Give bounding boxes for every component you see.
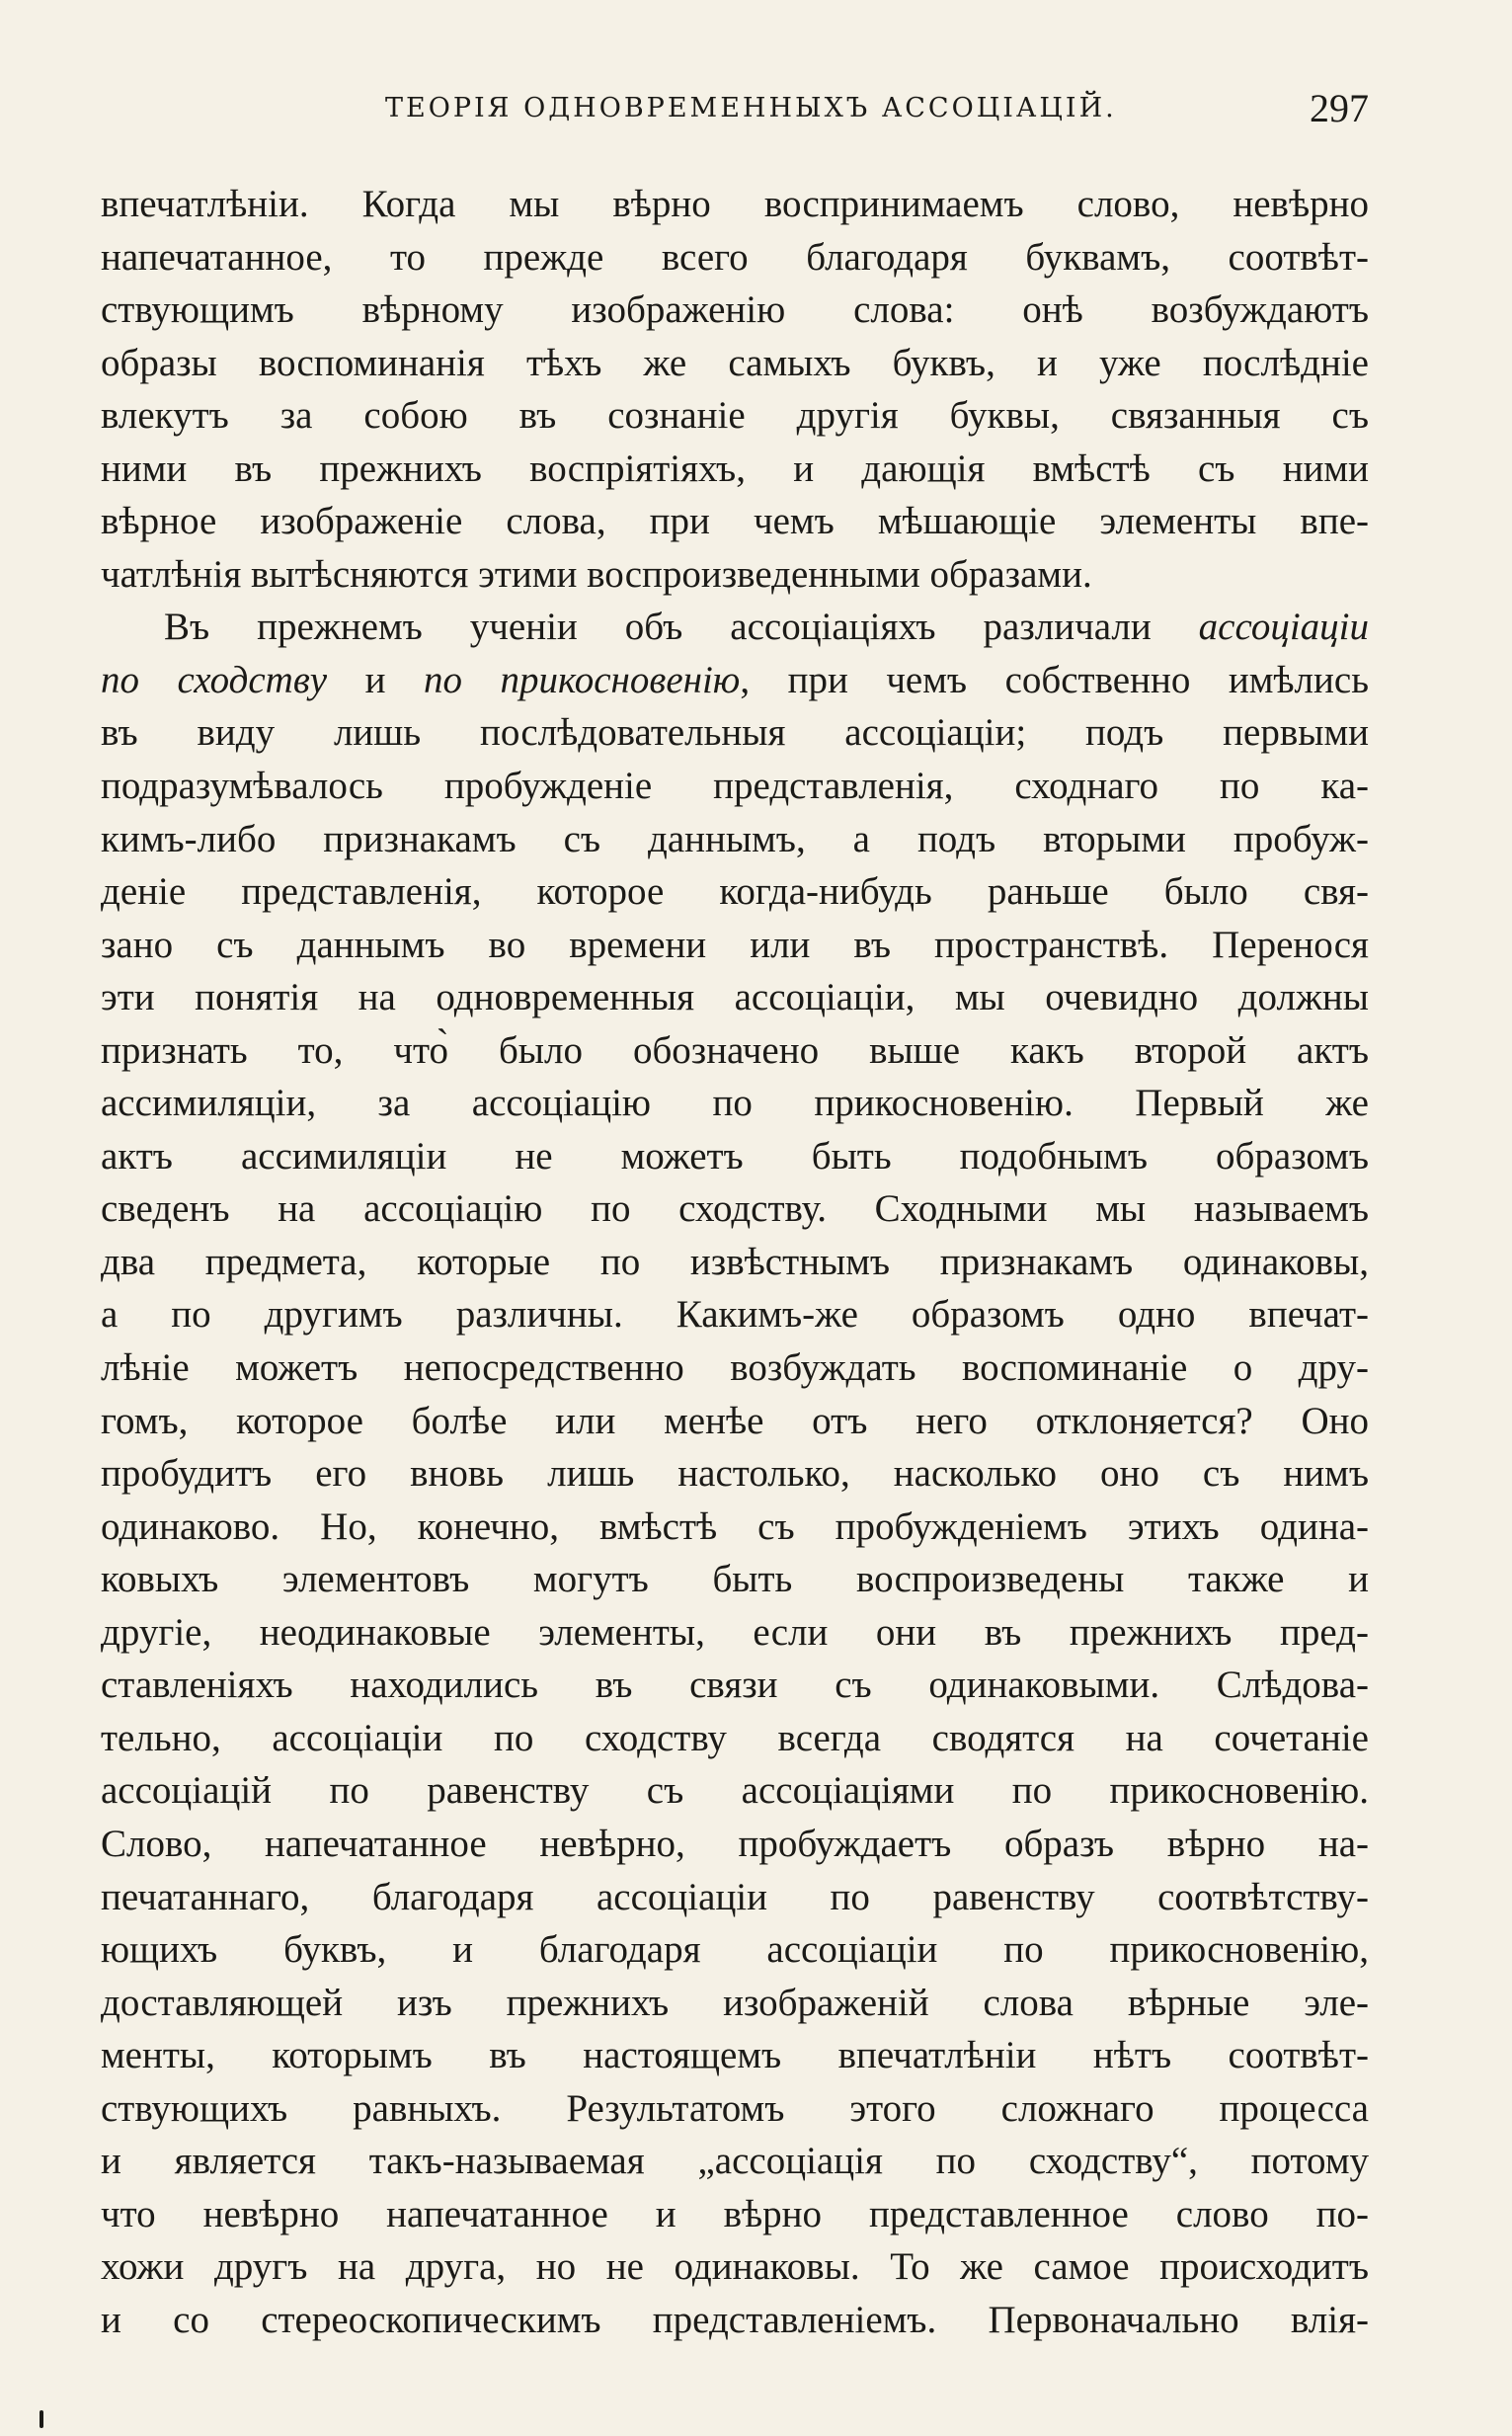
text-line: влекутъ за собою въ сознаніе другія буквы, связанныя съ: [101, 394, 1369, 438]
running-head: [99, 85, 1369, 134]
text-line: эти понятія на одновременныя ассоціаціи, мы очевидно должны: [101, 976, 1369, 1019]
text-line: въ виду лишь послѣдовательныя ассоціаціи; подъ первыми: [101, 711, 1369, 755]
text-line: подразумѣвалось пробужденіе представленія, сходнаго по ка-: [101, 765, 1369, 808]
text-line: сведенъ на ассоціацію по сходству. Сходными мы называемъ: [101, 1187, 1369, 1231]
text-line: одинаково. Но, конечно, вмѣстѣ съ пробужденіемъ этихъ одина-: [101, 1504, 1369, 1548]
text-run: и: [327, 658, 424, 701]
italic-term: ассоціаціи: [1198, 606, 1369, 649]
text-line: [101, 654, 1369, 707]
body-text: [101, 178, 1369, 2346]
text-line: хожи другъ на друга, но не одинаковы. То же самое происходитъ: [101, 2245, 1369, 2289]
text-line: вѣрное изображеніе слова, при чемъ мѣшающіе элементы впе-: [101, 500, 1369, 543]
text-line: ассоціацій по равенству съ ассоціаціями по прикосновенію.: [101, 1769, 1369, 1813]
text-line: ними въ прежнихъ воспріятіяхъ, и дающія вмѣстѣ съ ними: [101, 447, 1369, 490]
text-line: лѣніе можетъ непосредственно возбуждать воспоминаніе о дру-: [101, 1346, 1369, 1390]
text-line: впечатлѣніи. Когда мы вѣрно воспринимаемъ слово, невѣрно: [101, 183, 1369, 225]
text-line: признать то, что̀ было обозначено выше какъ второй актъ: [101, 1028, 1369, 1072]
text-line: кимъ-либо признакамъ съ даннымъ, а подъ вторыми пробуж-: [101, 817, 1369, 860]
text-line: деніе представленія, которое когда-нибудь раньше было свя-: [101, 870, 1369, 914]
text-line: два предмета, которые по извѣстнымъ признакамъ одинаковы,: [101, 1240, 1369, 1283]
text-line: [101, 601, 1369, 654]
text-line: менты, которымъ въ настоящемъ впечатлѣніи нѣтъ соотвѣт-: [101, 2034, 1369, 2077]
text-line: Слово, напечатанное невѣрно, пробуждаетъ образъ вѣрно на-: [101, 1822, 1369, 1865]
paragraph-2: [101, 601, 1369, 2346]
text-line: тельно, ассоціаціи по сходству всегда сводятся на сочетаніе: [101, 1716, 1369, 1759]
text-line: ставленіяхъ находились въ связи съ одинаковыми. Слѣдова-: [101, 1664, 1369, 1707]
text-line: ковыхъ элементовъ могутъ быть воспроизведены также и: [101, 1558, 1369, 1601]
text-line: ассимиляціи, за ассоціацію по прикосновенію. Первый же: [101, 1082, 1369, 1125]
text-line: и со стереоскопическимъ представленіемъ. Первоначально влія-: [101, 2298, 1369, 2341]
text-line: пробудитъ его вновь лишь настолько, насколько оно съ нимъ: [101, 1452, 1369, 1496]
text-line: напечатанное, то прежде всего благодаря буквамъ, соотвѣт-: [101, 235, 1369, 279]
italic-term: по прикосновенію: [423, 658, 741, 701]
text-line: актъ ассимиляціи не можетъ быть подобнымъ образомъ: [101, 1134, 1369, 1177]
text-line: чатлѣнія вытѣсняются этими воспроизведенными образами.: [101, 552, 1092, 596]
text-run: Въ прежнемъ ученіи объ ассоціаціяхъ различали: [164, 606, 1199, 649]
text-line: доставляющей изъ прежнихъ изображеній слова вѣрные эле-: [101, 1981, 1369, 2024]
margin-mark: [40, 2410, 43, 2428]
page-number: 297: [1310, 86, 1369, 130]
italic-term: по сходству: [101, 658, 328, 701]
text-line: другіе, неодинаковые элементы, если они въ прежнихъ пред-: [101, 1610, 1369, 1654]
text-run: , при чемъ собственно имѣлись: [740, 658, 1369, 701]
text-line: ющихъ буквъ, и благодаря ассоціаціи по прикосновенію,: [101, 1928, 1369, 1972]
text-line: ствующимъ вѣрному изображенію слова: онѣ возбуждаютъ: [101, 288, 1369, 332]
text-line: ствующихъ равныхъ. Результатомъ этого сложнаго процесса: [101, 2086, 1369, 2130]
running-head-title: ТЕОРІЯ ОДНОВРЕМЕННЫХЪ АССОЦІАЦІЙ.: [385, 93, 1117, 123]
text-line: гомъ, которое болѣе или менѣе отъ него отклоняется? Оно: [101, 1399, 1369, 1442]
text-line: а по другимъ различны. Какимъ-же образомъ одно впечат-: [101, 1293, 1369, 1337]
text-line: что невѣрно напечатанное и вѣрно представленное слово по-: [101, 2192, 1369, 2235]
text-line: зано съ даннымъ во времени или въ пространствѣ. Перенося: [101, 923, 1369, 966]
text-line: и является такъ-называемая „ассоціація по сходству“, потому: [101, 2140, 1369, 2183]
paragraph-1: [101, 178, 1369, 601]
text-line: печатаннаго, благодаря ассоціаціи по равенству соотвѣтству-: [101, 1875, 1369, 1918]
text-line: образы воспоминанія тѣхъ же самыхъ буквъ, и уже послѣдніе: [101, 341, 1369, 384]
